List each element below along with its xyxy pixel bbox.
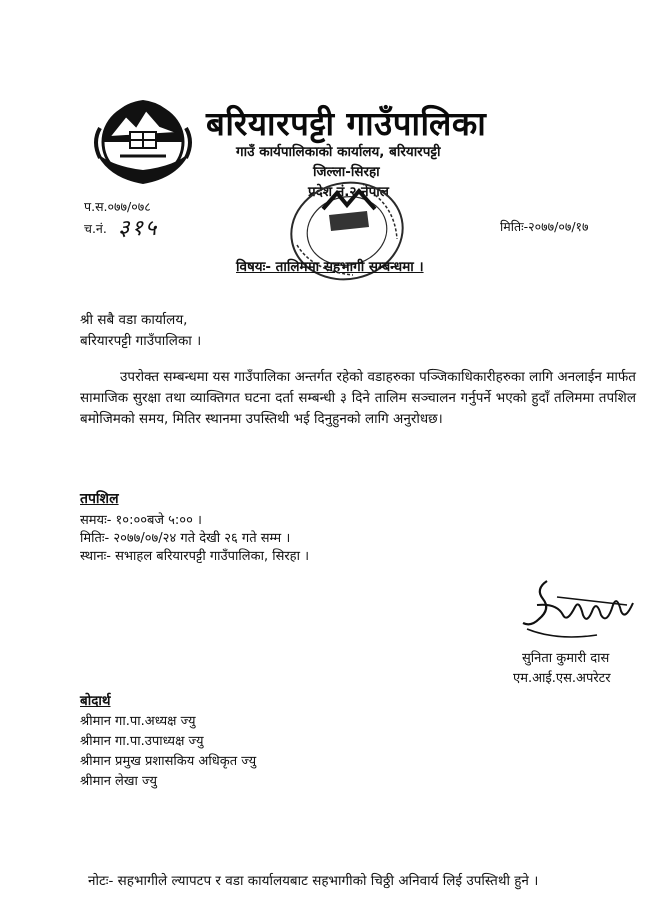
cc-heading: बोदार्थ — [80, 693, 111, 709]
province-line: प्रदेश नं.२ नेपाल — [308, 184, 389, 200]
cc-item: श्रीमान गा.पा.अध्यक्ष ज्यु — [80, 714, 196, 729]
signatory-post: एम.आई.एस.अपरेटर — [513, 671, 611, 686]
body-paragraph: उपरोक्त सम्बन्धमा यस गाउँपालिका अन्तर्गत रहेको वडाहरुका पञ्जिकाधिकारीहरुका लागि अनलाईन मार्फत सामाजिक सुरक्षा तथा व्याक्तिगत घटना दर्ता सम्बन्धी ३ दिने तालिम सञ्चालन गर्नुपर्ने भएको हुदाँ तलिममा तपशिल बमोजिमको समय, मितिर स्थानमा उपस्तिथी भई दिनुहुनको लागि अनुरोधछ। — [80, 369, 636, 427]
dispatch-number-handwritten: ३१५ — [118, 216, 159, 241]
cc-item: श्रीमान गा.पा.उपाध्यक्ष ज्यु — [80, 734, 204, 749]
footer-note: नोटः- सहभागीले ल्यापटप र वडा कार्यालयबाट सहभागीको चिठ्ठी अनिवार्य लिई उपस्तिथी हुने । — [88, 873, 539, 889]
signatory-name: सुनिता कुमारी दास — [522, 651, 610, 666]
recipient-line-2: बरियारपट्टी गाउँपालिका । — [80, 333, 202, 349]
details-time: समयः- १०:००बजे ५:०० । — [80, 513, 202, 528]
municipality-emblem — [90, 92, 196, 188]
reference-number: प.स.०७७/०७८ — [84, 199, 151, 214]
details-date: मितिः- २०७७/०७/२४ गते देखी २६ गते सम्म । — [80, 531, 291, 546]
letter-date: मितिः-२०७७/०७/१७ — [500, 219, 589, 234]
cc-item: श्रीमान लेखा ज्यु — [80, 774, 157, 789]
cc-item: श्रीमान प्रमुख प्रशासकिय अधिकृत ज्यु — [80, 754, 257, 769]
details-place: स्थानः- सभाहल बरियारपट्टी गाउँपालिका, सिरहा । — [80, 549, 310, 564]
handwritten-signature — [517, 575, 637, 645]
municipality-title: बरियारपट्टी गाउँपालिका — [206, 104, 487, 143]
details-heading: तपशिल — [80, 491, 119, 507]
recipient-line-1: श्री सबै वडा कार्यालय, — [80, 312, 188, 328]
office-name: गाउँ कार्यपालिकाको कार्यालय, बरियारपट्टी — [236, 144, 441, 160]
dispatch-number-label: च.नं. — [84, 221, 107, 236]
letter-body — [80, 367, 636, 430]
letter-subject: विषयः- तालिममा सहभागी सम्बन्धमा । — [236, 259, 424, 275]
district-line: जिल्ला-सिरहा — [313, 164, 380, 180]
